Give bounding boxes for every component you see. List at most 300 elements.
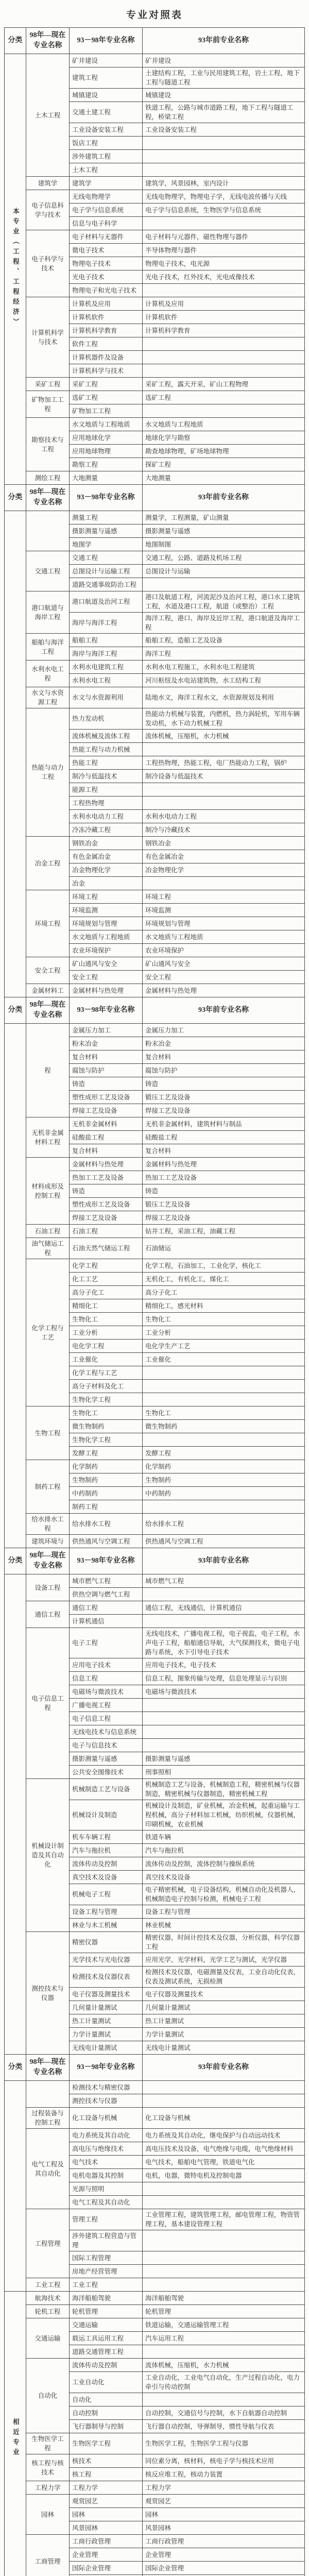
major-pre-93-cell: 飞行器自动控制，导弹制导，惯性导航与仪表 bbox=[143, 2420, 305, 2433]
major-pre-93-cell: 工业催化 bbox=[143, 1353, 305, 1366]
major-93-98-cell: 计算机科学与技术 bbox=[70, 364, 143, 378]
major-93-98-cell: 电子仪器及测量技术 bbox=[70, 1988, 143, 2001]
major-pre-93-cell: 河川枢纽及水电站建筑物，水工结构工程 bbox=[143, 674, 305, 687]
major-pre-93-cell bbox=[143, 1433, 305, 1447]
group-cell: 测绘工程 bbox=[26, 471, 70, 485]
table-row bbox=[5, 2278, 305, 2292]
major-pre-93-cell: 电子学与信息系统，生物医学与信息系统 bbox=[143, 204, 305, 217]
major-pre-93-cell: 建筑学，风景园林，室内设计 bbox=[143, 177, 305, 190]
major-93-98-cell: 水利水电工程 bbox=[70, 674, 143, 687]
major-pre-93-cell: 生物医学工程，生物医学工程与仪器 bbox=[143, 2433, 305, 2454]
table-row bbox=[5, 1259, 305, 1273]
major-93-98-cell: 海岸与海洋工程 bbox=[70, 647, 143, 660]
major-pre-93-cell: 自动控制，交通信号与控制，水下自航器自动控制 bbox=[143, 2406, 305, 2420]
major-pre-93-cell: 核反应堆工程，核动力装置 bbox=[143, 2468, 305, 2481]
table-row bbox=[5, 511, 305, 524]
table-row bbox=[5, 471, 305, 485]
major-93-98-cell: 城市燃气工程 bbox=[70, 1574, 143, 1588]
major-pre-93-cell bbox=[143, 2393, 305, 2406]
major-93-98-cell: 林业与木工机械 bbox=[70, 1919, 143, 1932]
major-93-98-cell: 无机非金属材料 bbox=[70, 1117, 143, 1131]
major-93-98-cell: 广播电视工程 bbox=[70, 1699, 143, 1712]
major-pre-93-cell: 电化学生产工艺 bbox=[143, 1340, 305, 1353]
category-cell bbox=[5, 2081, 26, 2292]
group-cell: 电气工程及其自动化 bbox=[26, 2129, 70, 2209]
major-93-98-cell: 物理电子技术 bbox=[70, 257, 143, 270]
major-pre-93-cell bbox=[143, 1725, 305, 1739]
table-row bbox=[5, 2454, 305, 2468]
header-row bbox=[5, 997, 305, 1024]
major-pre-93-cell: 设备工程与管理 bbox=[143, 1905, 305, 1919]
major-93-98-cell: 化工工艺 bbox=[70, 1273, 143, 1286]
group-cell: 计算机科学与技术 bbox=[26, 297, 70, 378]
major-93-98-cell: 金属材料与热处理 bbox=[70, 1158, 143, 1171]
major-pre-93-cell: 生物化工 bbox=[143, 1406, 305, 1420]
column-header-2: 93－98年专业名称 bbox=[70, 2055, 143, 2081]
major-93-98-cell: 工业分析 bbox=[70, 1326, 143, 1340]
group-cell: 环境工程 bbox=[26, 890, 70, 957]
major-pre-93-cell: 企业管理 bbox=[143, 2548, 305, 2562]
major-pre-93-cell: 焊接工艺及设备 bbox=[143, 1104, 305, 1117]
major-pre-93-cell bbox=[143, 364, 305, 378]
major-pre-93-cell: 选矿工程 bbox=[143, 391, 305, 404]
major-93-98-cell: 总图设计与运输工程 bbox=[70, 565, 143, 578]
major-93-98-cell: 金属压力加工 bbox=[70, 1024, 143, 1037]
category-label: 相近专业 bbox=[12, 2418, 19, 2459]
column-header-1: 98年—现在专业名称 bbox=[26, 28, 70, 54]
major-93-98-cell: 应用电子技术 bbox=[70, 1658, 143, 1672]
major-93-98-cell: 交通土建工程 bbox=[70, 102, 143, 123]
major-pre-93-cell: 勘查地球物理，矿场地球物理 bbox=[143, 445, 305, 458]
major-93-98-cell: 无线电计量测试 bbox=[70, 2041, 143, 2055]
major-pre-93-cell bbox=[143, 2345, 305, 2359]
major-93-98-cell: 冶金物理化学 bbox=[70, 863, 143, 877]
column-header-0: 分类 bbox=[5, 1548, 26, 1574]
major-93-98-cell: 高分子材料及化工 bbox=[70, 1380, 143, 1393]
group-cell: 自动化 bbox=[26, 2359, 70, 2433]
major-93-98-cell: 制药工程 bbox=[70, 1500, 143, 1514]
column-header-3: 93年前专业名称 bbox=[143, 1548, 305, 1574]
column-header-0: 分类 bbox=[5, 28, 26, 54]
major-93-98-cell: 光学技术与光电仪器 bbox=[70, 1953, 143, 1967]
major-pre-93-cell: 总图设计与运输 bbox=[143, 565, 305, 578]
table-row bbox=[5, 1024, 305, 1037]
major-93-98-cell: 飞行器制导与控制 bbox=[70, 2420, 143, 2433]
major-pre-93-cell: 电子精密机械，电子设备结构，机械自动化及机器人，机械制造电子控制与检测，机械电子工程 bbox=[143, 1884, 305, 1905]
major-93-98-cell: 自动控制 bbox=[70, 2406, 143, 2420]
group-cell: 建筑学 bbox=[26, 177, 70, 190]
major-pre-93-cell: 大地测量 bbox=[143, 471, 305, 485]
group-cell: 测控技术与仪器 bbox=[26, 1932, 70, 2055]
group-cell: 轮机工程 bbox=[26, 2305, 70, 2318]
major-pre-93-cell: 海洋工程，港口、海岸及近岸工程，港口航道及海岸工程 bbox=[143, 613, 305, 634]
major-93-98-cell: 复合材料 bbox=[70, 1050, 143, 1064]
major-93-98-cell: 化学制药 bbox=[70, 1460, 143, 1473]
major-93-98-cell bbox=[70, 2575, 143, 2576]
major-93-98-cell: 流体传动及控制 bbox=[70, 2359, 143, 2372]
major-93-98-cell: 矿山通风与安全 bbox=[70, 957, 143, 971]
table-row bbox=[5, 378, 305, 391]
group-cell: 核工程与核技术 bbox=[26, 2454, 70, 2481]
major-pre-93-cell: 园林 bbox=[143, 2508, 305, 2521]
group-cell: 化学工程与工艺 bbox=[26, 1259, 70, 1406]
major-pre-93-cell: 电磁场与微波技术 bbox=[143, 1685, 305, 1699]
major-pre-93-cell: 高分子化工 bbox=[143, 1286, 305, 1299]
major-pre-93-cell: 铁道车辆 bbox=[143, 1831, 305, 1844]
group-cell: 水利水电工程 bbox=[26, 660, 70, 687]
major-93-98-cell: 核工程 bbox=[70, 2468, 143, 2481]
major-93-98-cell: 电子与信息技术 bbox=[70, 1739, 143, 1752]
major-93-98-cell: 摄影测量与遥感 bbox=[70, 1752, 143, 1766]
major-93-98-cell: 力学计量测试 bbox=[70, 2028, 143, 2041]
major-pre-93-cell: 轮机管理 bbox=[143, 2305, 305, 2318]
major-pre-93-cell: 国际企业管理 bbox=[143, 2562, 305, 2575]
major-93-98-cell: 信息工程 bbox=[70, 1672, 143, 1685]
table-row bbox=[5, 1574, 305, 1588]
major-93-98-cell: 公共安全图像技术 bbox=[70, 1766, 143, 1779]
major-93-98-cell: 电力系统及其自动化 bbox=[70, 2129, 143, 2142]
major-pre-93-cell: 铁道工程，公路与城市道路工程，地下工程与隧道工程，桥梁工程 bbox=[143, 102, 305, 123]
major-93-98-cell: 光电子技术 bbox=[70, 270, 143, 284]
major-pre-93-cell: 微生物制药 bbox=[143, 1420, 305, 1433]
major-pre-93-cell: 热工计量测试 bbox=[143, 2014, 305, 2028]
group-cell: 程 bbox=[26, 1024, 70, 1117]
major-93-98-cell: 硅酸盐工程 bbox=[70, 1131, 143, 1144]
major-pre-93-cell bbox=[143, 1739, 305, 1752]
major-93-98-cell: 载运工具运用工程 bbox=[70, 2332, 143, 2345]
table-row bbox=[5, 2318, 305, 2332]
major-93-98-cell: 船舶工程 bbox=[70, 634, 143, 647]
major-pre-93-cell: 地图制图 bbox=[143, 538, 305, 551]
major-pre-93-cell: 中药制药 bbox=[143, 1487, 305, 1500]
table-row bbox=[5, 890, 305, 904]
major-pre-93-cell bbox=[143, 2182, 305, 2196]
major-pre-93-cell: 海洋工程 bbox=[143, 647, 305, 660]
major-pre-93-cell: 复合材料 bbox=[143, 1144, 305, 1158]
major-pre-93-cell bbox=[143, 2081, 305, 2094]
group-cell: 水文与水资源工程 bbox=[26, 687, 70, 708]
major-pre-93-cell: 矿山通风与安全 bbox=[143, 957, 305, 971]
major-93-98-cell: 城镇建设 bbox=[70, 89, 143, 102]
major-pre-93-cell: 计算机科学教育 bbox=[143, 324, 305, 337]
major-93-98-cell: 冷冻冷藏工程 bbox=[70, 823, 143, 837]
major-pre-93-cell bbox=[143, 2094, 305, 2108]
group-cell: 通信工程 bbox=[26, 1601, 70, 1628]
major-93-98-cell: 水文地质与工程地质 bbox=[70, 418, 143, 431]
major-93-98-cell: 环境规划与管理 bbox=[70, 917, 143, 930]
major-pre-93-cell: 农业环境保护 bbox=[143, 944, 305, 957]
major-pre-93-cell bbox=[143, 1500, 305, 1514]
major-pre-93-cell bbox=[143, 1380, 305, 1393]
major-93-98-cell: 流体机械及流体工程 bbox=[70, 730, 143, 743]
group-cell: 生物工程 bbox=[26, 1406, 70, 1460]
major-93-98-cell: 复合材料 bbox=[70, 1144, 143, 1158]
major-pre-93-cell bbox=[143, 404, 305, 418]
major-93-98-cell: 热加工工艺及设备 bbox=[70, 1171, 143, 1184]
major-93-98-cell: 无线电技术与信息系统 bbox=[70, 1725, 143, 1739]
major-pre-93-cell: 林业机械 bbox=[143, 1919, 305, 1932]
major-pre-93-cell: 城市燃气工程 bbox=[143, 1574, 305, 1588]
major-pre-93-cell: 铁道运输，交通运输管理工程 bbox=[143, 2318, 305, 2332]
major-93-98-cell: 检测技术与精密仪器 bbox=[70, 2081, 143, 2094]
table-row bbox=[5, 1158, 305, 1171]
major-pre-93-cell: 土建结构工程，工业与民用建筑工程，岩土工程，地下工程与隧道工程 bbox=[143, 67, 305, 89]
major-93-98-cell: 石油工程 bbox=[70, 1225, 143, 1238]
major-pre-93-cell: 钢铁冶金 bbox=[143, 837, 305, 850]
major-pre-93-cell bbox=[143, 284, 305, 297]
major-93-98-cell: 道路交通管理工程 bbox=[70, 2345, 143, 2359]
table-row bbox=[5, 418, 305, 431]
major-93-98-cell: 信息与电子科学 bbox=[70, 217, 143, 230]
major-93-98-cell: 机械设计及制造 bbox=[70, 1800, 143, 1831]
group-cell: 生物医学工程 bbox=[26, 2433, 70, 2454]
major-pre-93-cell: 流体传动及控制，流体控制与操纵系统 bbox=[143, 1857, 305, 1871]
major-93-98-cell: 供热空调与燃气工程 bbox=[70, 1588, 143, 1601]
table-row bbox=[5, 551, 305, 565]
major-93-98-cell: 化工设备与机械 bbox=[70, 2108, 143, 2129]
major-pre-93-cell bbox=[143, 1712, 305, 1725]
major-pre-93-cell: 测量学，工程测量，矿山测量 bbox=[143, 511, 305, 524]
table-row bbox=[5, 1601, 305, 1615]
major-93-98-cell: 无线电物理学 bbox=[70, 190, 143, 204]
group-cell: 金属材料工 bbox=[26, 984, 70, 997]
major-93-98-cell: 几何量计量测试 bbox=[70, 2001, 143, 2014]
major-pre-93-cell: 信息工程，图象传输与处理，信息处理显示与识别 bbox=[143, 1672, 305, 1685]
major-93-98-cell: 真空技术及设备 bbox=[70, 1871, 143, 1884]
major-93-98-cell: 计算机器件及设备 bbox=[70, 351, 143, 364]
major-93-98-cell: 企业管理 bbox=[70, 2548, 143, 2562]
major-pre-93-cell bbox=[143, 2230, 305, 2251]
table-row bbox=[5, 2359, 305, 2372]
major-93-98-cell: 计算机及应用 bbox=[70, 297, 143, 311]
major-93-98-cell: 观赏园艺 bbox=[70, 2495, 143, 2508]
major-93-98-cell: 管理工程 bbox=[70, 2209, 143, 2230]
major-93-98-cell: 设备工程与管理 bbox=[70, 1905, 143, 1919]
group-cell: 港口航道与海岸工程 bbox=[26, 591, 70, 634]
major-93-98-cell: 摄影测量与遥感 bbox=[70, 524, 143, 538]
major-93-98-cell: 生物化工 bbox=[70, 1313, 143, 1326]
major-pre-93-cell: 通信工程，无线通信，计算机通信 bbox=[143, 1601, 305, 1615]
group-cell: 工程管理 bbox=[26, 2209, 70, 2278]
major-93-98-cell: 电机电器及其控制 bbox=[70, 2169, 143, 2182]
major-pre-93-cell: 无机非金属材料，建筑材料与制品 bbox=[143, 1117, 305, 1131]
major-pre-93-cell: 矿井建设 bbox=[143, 54, 305, 67]
major-93-98-cell: 工业工程 bbox=[70, 2278, 143, 2292]
major-93-98-cell: 电化学工程 bbox=[70, 1340, 143, 1353]
major-pre-93-cell: 工程力学 bbox=[143, 2481, 305, 2495]
major-pre-93-cell: 精密仪器，时间计控技术及仪器，分析仪器，科学仪器工程 bbox=[143, 1932, 305, 1953]
major-pre-93-cell bbox=[143, 351, 305, 364]
category-cell bbox=[5, 2292, 26, 2576]
major-93-98-cell: 生物化工 bbox=[70, 1406, 143, 1420]
major-93-98-cell: 微电子技术 bbox=[70, 244, 143, 257]
column-header-0: 分类 bbox=[5, 997, 26, 1024]
major-pre-93-cell bbox=[143, 743, 305, 756]
major-93-98-cell: 检测技术及仪器仪表 bbox=[70, 1967, 143, 1988]
major-pre-93-cell: 城镇建设 bbox=[143, 89, 305, 102]
table-row bbox=[5, 1460, 305, 1473]
major-pre-93-cell: 工业设备安装工程 bbox=[143, 123, 305, 137]
major-pre-93-cell bbox=[143, 1393, 305, 1406]
major-93-98-cell: 发酵工程 bbox=[70, 1447, 143, 1460]
table-row bbox=[5, 177, 305, 190]
major-pre-93-cell: 计算机软件 bbox=[143, 311, 305, 324]
header-row bbox=[5, 28, 305, 54]
major-pre-93-cell: 复合材料 bbox=[143, 1050, 305, 1064]
major-93-98-cell: 国际企业管理 bbox=[70, 2562, 143, 2575]
group-cell: 无机非金属材料工程 bbox=[26, 1117, 70, 1158]
category-label: 本专业（工程、工程经济） bbox=[12, 208, 19, 328]
major-pre-93-cell: 水利水电动力工程 bbox=[143, 810, 305, 823]
group-cell: 机械设计制造及其自动化 bbox=[26, 1779, 70, 1932]
category-cell bbox=[5, 1574, 26, 2055]
major-pre-93-cell: 无机化工，有机化工，煤化工 bbox=[143, 1273, 305, 1286]
major-93-98-cell: 涉外建筑工程 bbox=[70, 150, 143, 163]
major-pre-93-cell: 高电压技术及设备，电气绝缘与电缆，电气绝缘材料 bbox=[143, 2142, 305, 2156]
column-header-1: 98年—现在专业名称 bbox=[26, 485, 70, 511]
major-pre-93-cell bbox=[143, 783, 305, 796]
table-row bbox=[5, 2495, 305, 2508]
major-pre-93-cell: 检测技术及仪器，电磁测量及仪表，工业自动化仪表，仪表及测试系统，无损检测 bbox=[143, 1967, 305, 1988]
group-cell: 石油工程 bbox=[26, 1225, 70, 1238]
major-93-98-cell: 高分子化工 bbox=[70, 1286, 143, 1299]
major-93-98-cell: 采矿工程 bbox=[70, 378, 143, 391]
major-pre-93-cell: 铸造 bbox=[143, 1184, 305, 1198]
major-93-98-cell: 物理电子和光电子技术 bbox=[70, 284, 143, 297]
major-pre-93-cell: 汽车与拖拉机 bbox=[143, 1844, 305, 1857]
major-93-98-cell: 粉末冶金 bbox=[70, 1037, 143, 1050]
group-cell: 材料成形及控制工程 bbox=[26, 1158, 70, 1225]
major-93-98-cell: 环境监测 bbox=[70, 904, 143, 917]
major-pre-93-cell bbox=[143, 150, 305, 163]
major-pre-93-cell: 汽车运用工程 bbox=[143, 2332, 305, 2345]
major-93-98-cell: 海洋船舶驾驶 bbox=[70, 2292, 143, 2305]
major-93-98-cell: 化学工程与工艺 bbox=[70, 1366, 143, 1380]
major-93-98-cell: 流体传动及控制 bbox=[70, 1857, 143, 1871]
major-pre-93-cell: 应用光学，光学材料，光学工艺与测试，光学仪器 bbox=[143, 1953, 305, 1967]
major-93-98-cell: 热能工程与动力机械 bbox=[70, 743, 143, 756]
major-93-98-cell: 电子学与信息系统 bbox=[70, 204, 143, 217]
table-row bbox=[5, 1117, 305, 1131]
group-cell: 建筑环境与 bbox=[26, 1535, 70, 1548]
table-row bbox=[5, 2108, 305, 2129]
column-header-1: 98年—现在专业名称 bbox=[26, 997, 70, 1024]
major-pre-93-cell: 无线电计量测试 bbox=[143, 2041, 305, 2055]
major-93-98-cell: 电气技术 bbox=[70, 2156, 143, 2169]
major-pre-93-cell bbox=[143, 217, 305, 230]
major-pre-93-cell bbox=[143, 2265, 305, 2278]
major-93-98-cell: 工程热物理 bbox=[70, 796, 143, 810]
major-93-98-cell: 矿井建设 bbox=[70, 54, 143, 67]
major-pre-93-cell: 制冷设备与低温技术 bbox=[143, 770, 305, 783]
major-pre-93-cell: 供热通风与空调工程 bbox=[143, 1535, 305, 1548]
major-pre-93-cell: 金属材料与热处理 bbox=[143, 984, 305, 997]
major-pre-93-cell: 流体机械，压缩机，水力机械 bbox=[143, 2359, 305, 2372]
column-header-3: 93年前专业名称 bbox=[143, 28, 305, 54]
major-pre-93-cell: 化学制药 bbox=[143, 1460, 305, 1473]
major-comparison-table bbox=[4, 27, 305, 2576]
major-pre-93-cell bbox=[143, 1366, 305, 1380]
major-93-98-cell: 工业设备安装工程 bbox=[70, 123, 143, 137]
major-93-98-cell: 工业自动化 bbox=[70, 2372, 143, 2393]
column-header-3: 93年前专业名称 bbox=[143, 997, 305, 1024]
table-row bbox=[5, 54, 305, 67]
major-93-98-cell: 自动化 bbox=[70, 2393, 143, 2406]
major-93-98-cell: 计算机科学教育 bbox=[70, 324, 143, 337]
major-pre-93-cell: 地球化学与勘察 bbox=[143, 431, 305, 445]
category-cell bbox=[5, 511, 26, 997]
major-pre-93-cell: 冶金物理化学 bbox=[143, 863, 305, 877]
group-cell: 制药工程 bbox=[26, 1460, 70, 1514]
major-pre-93-cell bbox=[143, 1588, 305, 1601]
major-93-98-cell: 饭店工程 bbox=[70, 137, 143, 150]
major-pre-93-cell: 有色金属冶金 bbox=[143, 850, 305, 863]
major-93-98-cell: 风景园林 bbox=[70, 2521, 143, 2535]
major-pre-93-cell: 物理电子技术，电光源 bbox=[143, 257, 305, 270]
major-pre-93-cell bbox=[143, 337, 305, 351]
major-93-98-cell: 安全工程 bbox=[70, 971, 143, 984]
major-93-98-cell: 道路交通事故防治工程 bbox=[70, 578, 143, 591]
major-93-98-cell: 机车车辆工程 bbox=[70, 1831, 143, 1844]
major-93-98-cell: 土木工程 bbox=[70, 163, 143, 177]
table-row bbox=[5, 2129, 305, 2142]
major-pre-93-cell: 摄影测量与遥感 bbox=[143, 1752, 305, 1766]
major-pre-93-cell: 生物化工 bbox=[143, 1313, 305, 1326]
major-pre-93-cell: 工业分析 bbox=[143, 1326, 305, 1340]
table-row bbox=[5, 1514, 305, 1535]
major-93-98-cell: 热能工程 bbox=[70, 756, 143, 770]
group-cell: 园林 bbox=[26, 2495, 70, 2535]
table-row bbox=[5, 2433, 305, 2454]
major-pre-93-cell: 风景园林 bbox=[143, 2521, 305, 2535]
column-header-3: 93年前专业名称 bbox=[143, 485, 305, 511]
table-row bbox=[5, 837, 305, 850]
table-row bbox=[5, 1779, 305, 1800]
group-cell bbox=[26, 511, 70, 551]
major-pre-93-cell: 船舶工程，造船工艺及设备 bbox=[143, 634, 305, 647]
major-pre-93-cell: 热加工工艺及设备 bbox=[143, 1171, 305, 1184]
major-93-98-cell: 海岸与海洋工程 bbox=[70, 613, 143, 634]
major-93-98-cell: 港口航道及治河工程 bbox=[70, 591, 143, 613]
group-cell: 电子科学与技术 bbox=[26, 230, 70, 297]
major-pre-93-cell bbox=[143, 877, 305, 890]
major-pre-93-cell: 环境监测 bbox=[143, 904, 305, 917]
table-row bbox=[5, 660, 305, 674]
table-row bbox=[5, 634, 305, 647]
group-cell: 航海技术 bbox=[26, 2292, 70, 2305]
major-93-98-cell: 精密仪器 bbox=[70, 1932, 143, 1953]
major-pre-93-cell: 腐蚀与防护 bbox=[143, 1064, 305, 1077]
major-pre-93-cell: 探矿工程 bbox=[143, 458, 305, 471]
major-93-98-cell: 生物化学工程 bbox=[70, 1393, 143, 1406]
column-header-2: 93－98年专业名称 bbox=[70, 485, 143, 511]
page-title: 专业对照表 bbox=[4, 7, 305, 21]
major-93-98-cell: 建筑工程 bbox=[70, 67, 143, 89]
major-pre-93-cell: 半导体物理与器件 bbox=[143, 244, 305, 257]
major-pre-93-cell: 工程热物理，热能工程，电厂热能动力工程，锅炉 bbox=[143, 756, 305, 770]
group-cell: 矿物加工工程 bbox=[26, 391, 70, 418]
major-93-98-cell: 工业催化 bbox=[70, 1353, 143, 1366]
major-93-98-cell: 应用地球物理 bbox=[70, 445, 143, 458]
table-row bbox=[5, 1406, 305, 1420]
column-header-2: 93－98年专业名称 bbox=[70, 1548, 143, 1574]
group-cell bbox=[26, 2081, 70, 2108]
major-93-98-cell: 计算机通信 bbox=[70, 1615, 143, 1628]
column-header-0: 分类 bbox=[5, 2055, 26, 2081]
major-pre-93-cell: 水文地质与工程地质 bbox=[143, 930, 305, 944]
major-93-98-cell: 钢铁冶金 bbox=[70, 837, 143, 850]
major-pre-93-cell: 精细化工，感光材料 bbox=[143, 1299, 305, 1313]
